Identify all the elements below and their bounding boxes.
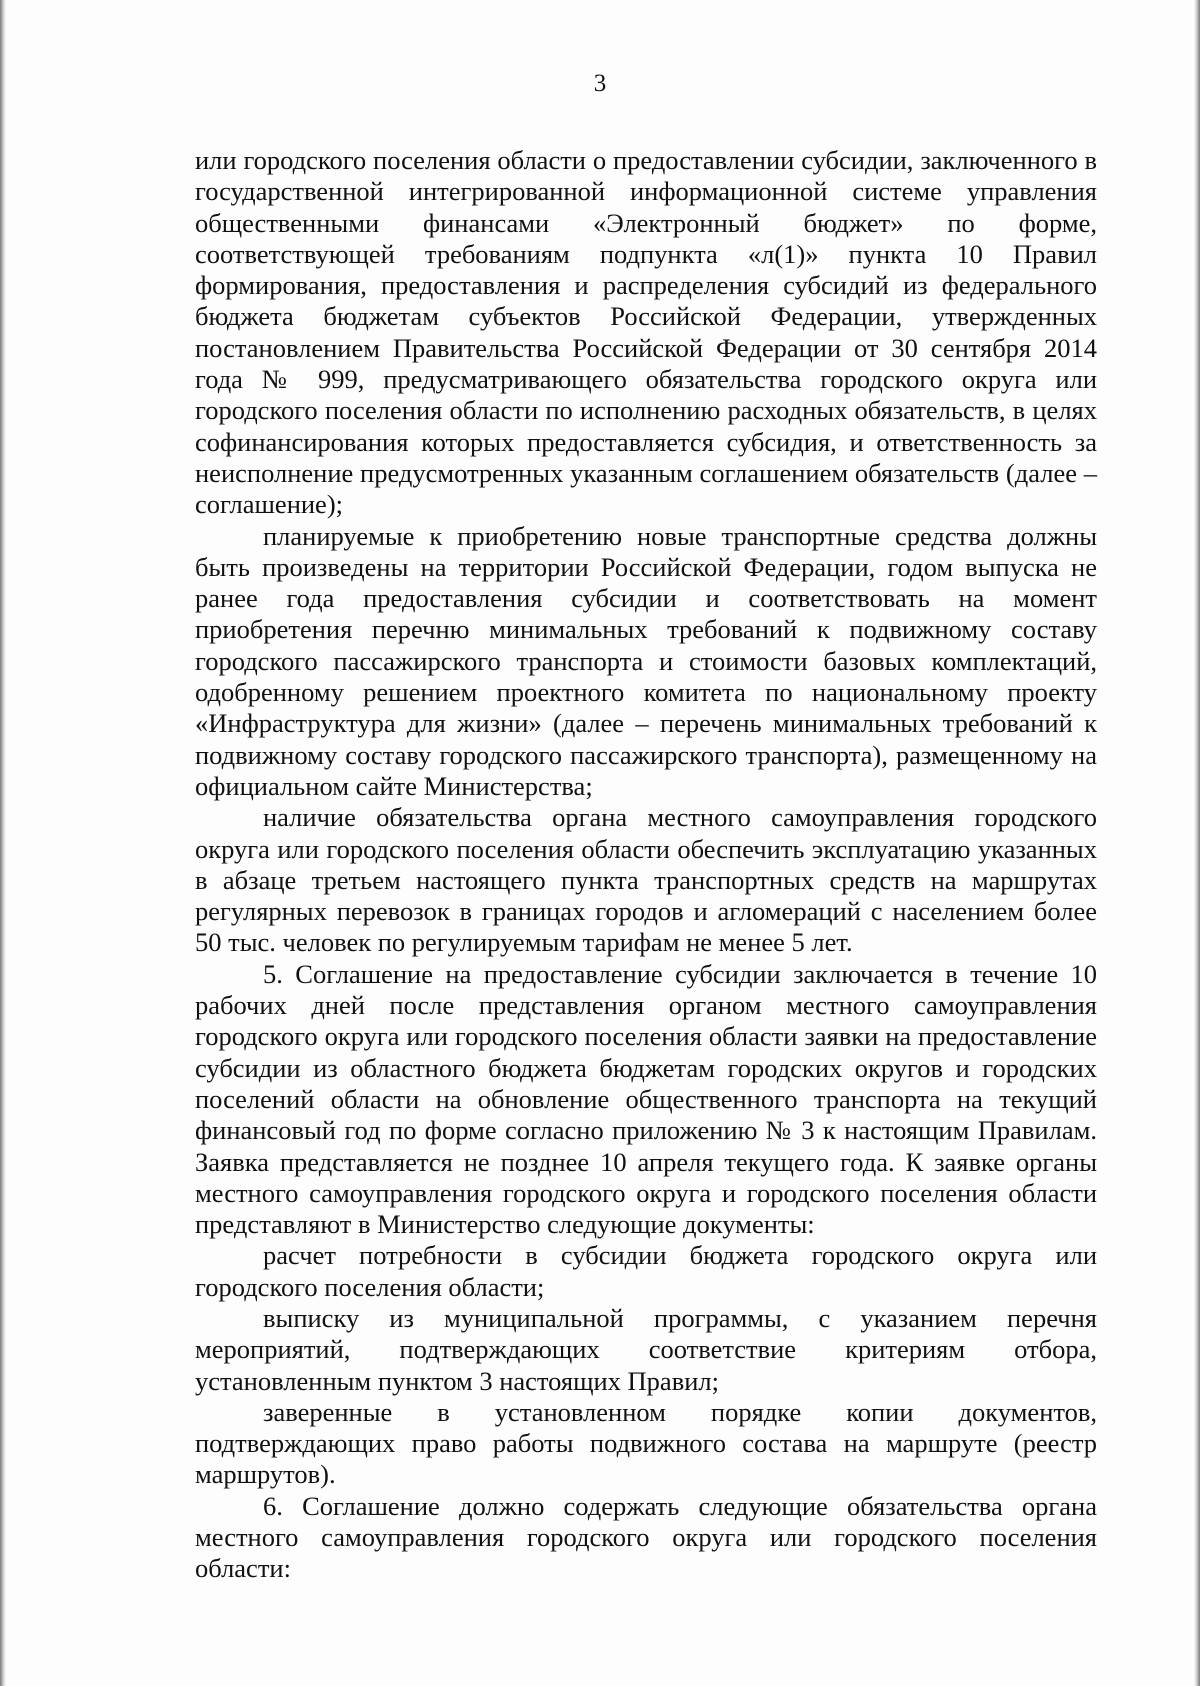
paragraph: или городского поселения области о предоставлении субсидии, заключенного в государственной интегрированной информационной системе управления общественными финансами «Электронный бюджет» по форме, соответствующей требованиям подпункта «л(1)» пункта 10 Правил формирования, предоставления и распределения субсидий из федерального бюджета бюджетам субъектов Российской Федерации, утвержденных постановлением Правительства Российской Федерации от 30 сентября 2014 года № 999, предусматривающего обязательства городского округа или городского поселения области по исполнению расходных обязательств, в целях софинансирования которых предоставляется субсидия, и ответственность за неисполнение предусмотренных указанным соглашением обязательств (далее – соглашение); xyxy=(195,145,1097,520)
paragraph: 6. Соглашение должно содержать следующие обязательства органа местного самоуправления городского округа или городского поселения области: xyxy=(195,1490,1097,1584)
paragraph: заверенные в установленном порядке копии документов, подтверждающих право работы подвижного состава на маршруте (реестр маршрутов). xyxy=(195,1396,1097,1490)
scan-edge-right xyxy=(1194,0,1200,1686)
paragraph: расчет потребности в субсидии бюджета городского округа или городского поселения области; xyxy=(195,1240,1097,1302)
scan-edge-left xyxy=(0,0,6,1686)
page-number: 3 xyxy=(593,70,607,97)
paragraph: выписку из муниципальной программы, с указанием перечня мероприятий, подтверждающих соответствие критериям отбора, установленным пунктом 3 настоящих Правил; xyxy=(195,1302,1097,1396)
paragraph: планируемые к приобретению новые транспортные средства должны быть произведены на территории Российской Федерации, годом выпуска не ранее года предоставления субсидии и соответствовать на момент приобретения перечню минимальных требований к подвижному составу городского пассажирского транспорта и стоимости базовых комплектаций, одобренному решением проектного комитета по национальному проекту «Инфраструктура для жизни» (далее – перечень минимальных требований к подвижному составу городского пассажирского транспорта), размещенному на официальном сайте Министерства; xyxy=(195,520,1097,801)
paragraph: 5. Соглашение на предоставление субсидии заключается в течение 10 рабочих дней после представления органом местного самоуправления городского округа или городского поселения области заявки на предоставление субсидии из областного бюджета бюджетам городских округов и городских поселений области на обновление общественного транспорта на текущий финансовый год по форме согласно приложению № 3 к настоящим Правилам. Заявка представляется не позднее 10 апреля текущего года. К заявке органы местного самоуправления городского округа и городского поселения области представляют в Министерство следующие документы: xyxy=(195,958,1097,1240)
paragraph: наличие обязательства органа местного самоуправления городского округа или городского поселения области обеспечить эксплуатацию указанных в абзаце третьем настоящего пункта транспортных средств на маршрутах регулярных перевозок в границах городов и агломераций с населением более 50 тыс. человек по регулируемым тарифам не менее 5 лет. xyxy=(195,802,1097,958)
document-body xyxy=(195,145,1097,1585)
